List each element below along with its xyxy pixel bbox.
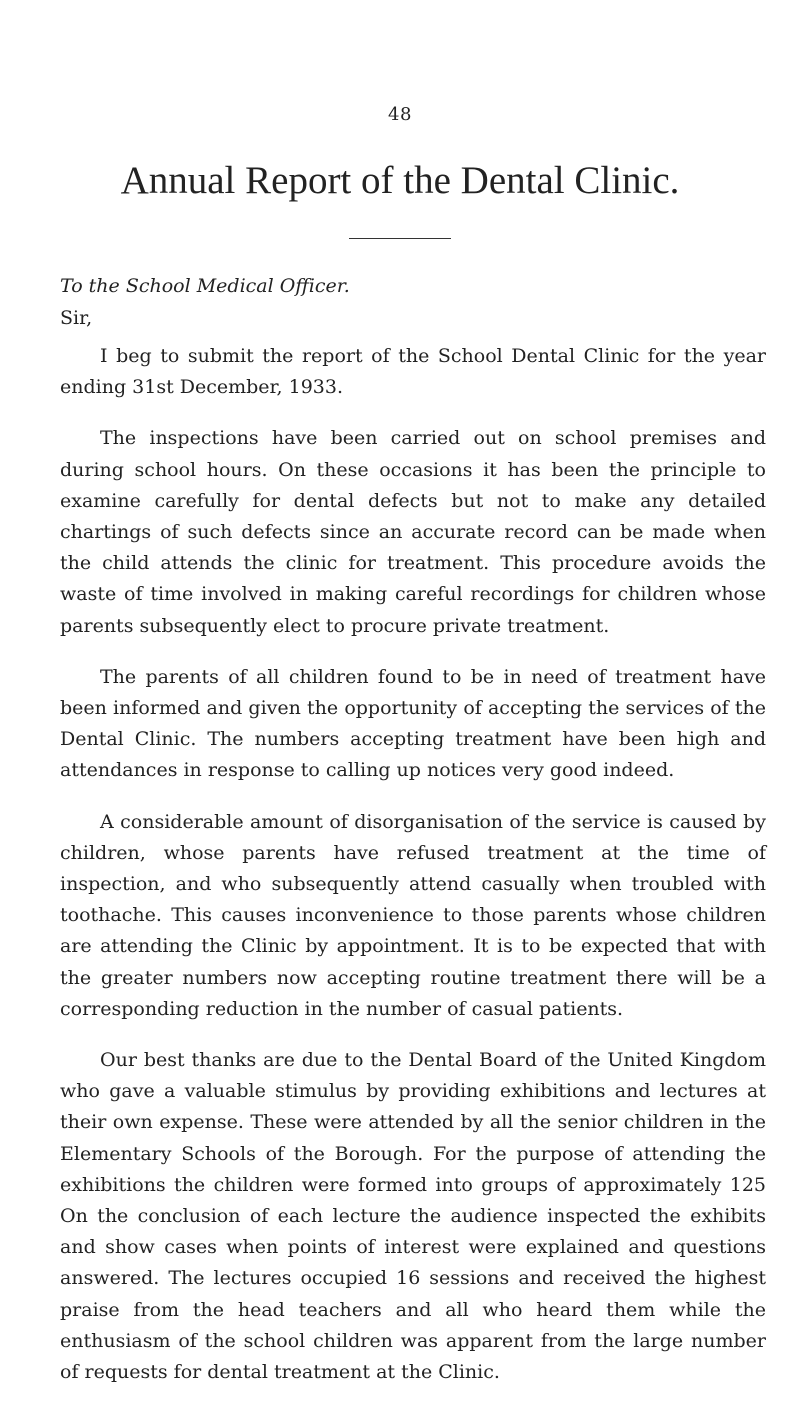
paragraph-disorganisation: A considerable amount of disorganisation of the service is caused by children, whose parents have refused treatment at the time of inspection, and who subsequently attend casually when troubled with toothache. This causes inconvenience to those parents whose children are attending the Clinic by appointment. It is to be expected that with the greater numbers now accepting routine treatment there will be a corresponding reduction in the number of casual patients.	[60, 810, 766, 1020]
report-title: Annual Report of the Dental Clinic.	[120, 159, 680, 202]
paragraph-submission: I beg to submit the report of the School Dental Clinic for the year ending 31st December, 1933.	[60, 345, 766, 399]
paragraph-inspections: The inspections have been carried out on school premises and during school hours. On these occasions it has been the principle to examine carefully for dental defects but not to make any detailed chartings of such defects since an accurate record can be made when the child attends the clinic for treatment. This procedure avoids the waste of time involved in making careful recordings for children whose parents subsequently elect to procure private treatment.	[60, 427, 766, 637]
page-number: 48	[388, 104, 412, 125]
paragraph-thanks: Our best thanks are due to the Dental Board of the United Kingdom who gave a valuable stimulus by providing exhibitions and lectures at their own expense. These were attended by all the senior children in the Elementary Schools of the Borough. For the purpose of attending the exhibitions the children were formed into groups of approximately 125 On the conclusion of each lecture the audience inspected the exhibits and show cases when points of interest were explained and questions answered. The lectures occupied 16 sessions and received the highest praise from the head teachers and all who heard them while the enthusiasm of the school children was apparent from the large number of requests for dental treatment at the Clinic.	[60, 1049, 766, 1384]
addressee-line: To the School Medical Officer.	[60, 275, 350, 297]
title-divider	[349, 238, 451, 239]
report-body	[60, 341, 766, 1408]
salutation: Sir,	[60, 307, 93, 329]
paragraph-parents: The parents of all children found to be in need of treatment have been informed and given the opportunity of accepting the services of the Dental Clinic. The numbers accepting treatment have been high and attendances in response to calling up notices very good indeed.	[60, 665, 766, 782]
